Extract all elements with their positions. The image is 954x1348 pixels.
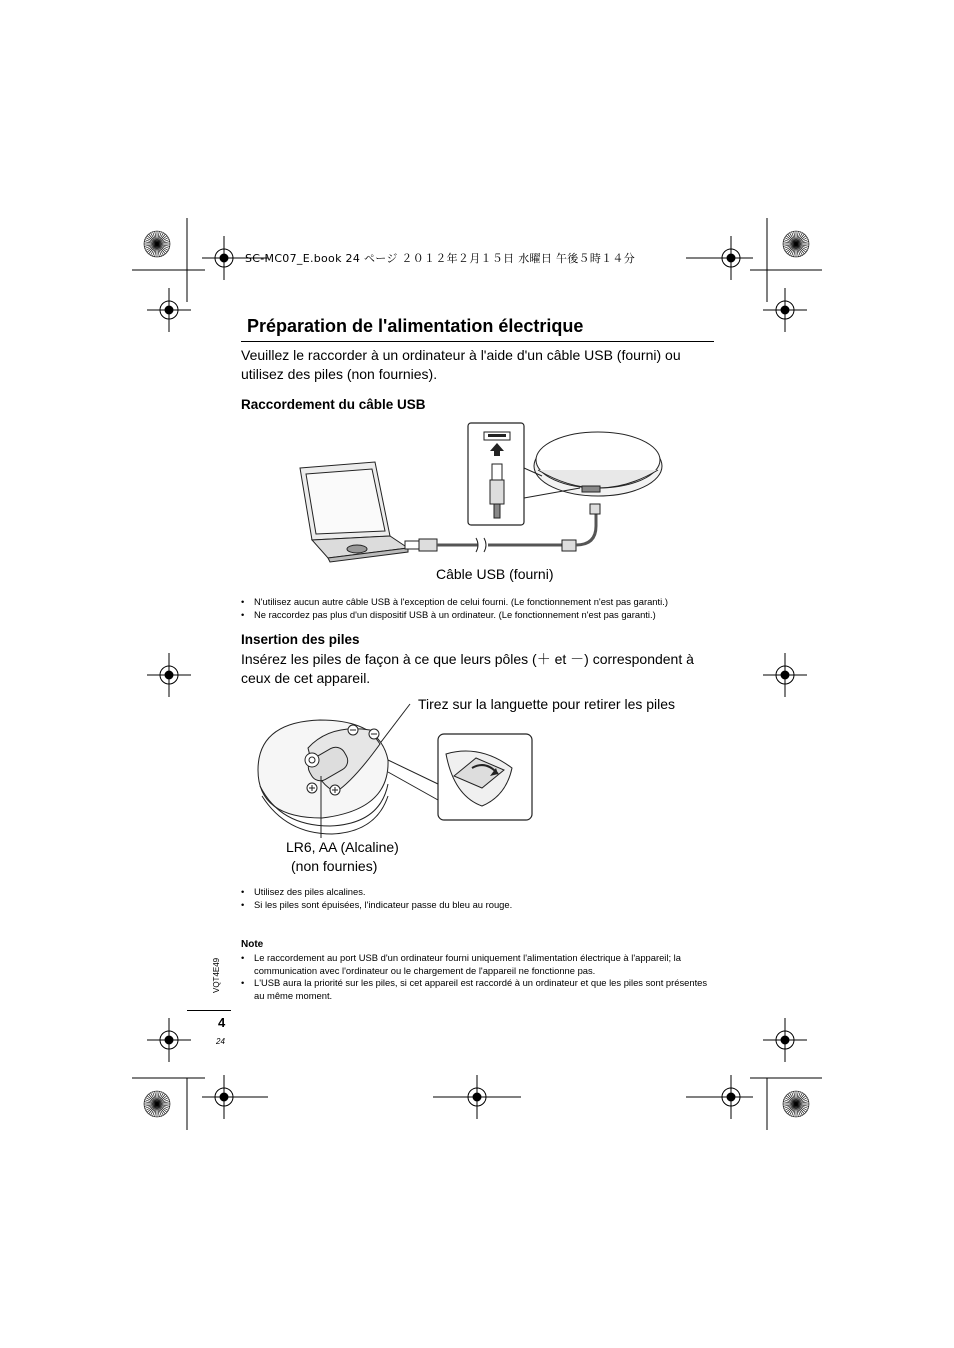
registration-target [763,288,807,332]
registration-wheel [783,1091,809,1117]
battery-insertion-illustration [250,700,540,840]
registration-wheel [144,1091,170,1117]
registration-target [147,653,191,697]
page-number: 4 [218,1015,226,1030]
battery-notes-list [241,886,721,911]
list-item: • L'USB aura la priorité sur les piles, si cet appareil est raccordé à un ordinateur et que les piles sont présentes au même moment. [241,977,716,1002]
registration-target [709,236,753,280]
registration-target [763,653,807,697]
registration-target [709,1075,753,1119]
page-title: Préparation de l'alimentation électrique [247,316,584,336]
registration-target [147,1018,191,1062]
print-header-line: SC-MC07_E.book 24 ページ ２０１２年２月１５日 水曜日 午後５時１４分 [245,252,636,265]
battery-not-supplied-caption: (non fournies) [291,858,378,874]
pull-tab-caption: Tirez sur la languette pour retirer les piles [418,696,676,712]
usb-notes-list [241,596,721,621]
registration-target [147,288,191,332]
list-item: • Ne raccordez pas plus d'un dispositif USB à un ordinateur. (Le fonctionnement n'est pas garanti.) [241,609,721,622]
list-item: • Si les piles sont épuisées, l'indicateur passe du bleu au rouge. [241,899,721,912]
note-heading: Note [241,939,264,950]
battery-instructions: Insérez les piles de façon à ce que leurs pôles (＋ et －) correspondent à ceux de cet appareil. [241,651,694,686]
usb-section-heading: Raccordement du câble USB [241,397,426,412]
page-number-rule [187,1010,231,1011]
registration-wheel [783,231,809,257]
battery-section-heading: Insertion des piles [241,632,360,647]
list-item: • Le raccordement au port USB d'un ordinateur fourni uniquement l'alimentation électrique à l'appareil; la communication avec l'ordinateur ou le chargement de l'appareil ne fonctionne pas. [241,952,716,977]
registration-target [202,1075,246,1119]
registration-target [202,236,246,280]
registration-target [763,1018,807,1062]
list-item: • Utilisez des piles alcalines. [241,886,721,899]
registration-target [455,1075,499,1119]
usb-connection-illustration [290,418,670,568]
list-item: • N'utilisez aucun autre câble USB à l'exception de celui fourni. (Le fonctionnement n'est pas garanti.) [241,596,721,609]
battery-type-caption: LR6, AA (Alcaline) [286,839,399,855]
registration-wheel [144,231,170,257]
usb-cable-caption: Câble USB (fourni) [436,566,554,582]
intro-paragraph: Veuillez le raccorder à un ordinateur à l'aide d'un câble USB (fourni) ou utilisez des piles (non fournies). [241,347,681,382]
note-list [241,952,716,1002]
title-underline [241,341,714,342]
book-page-number: 24 [216,1037,225,1046]
document-code: VQT4E49 [212,957,221,993]
